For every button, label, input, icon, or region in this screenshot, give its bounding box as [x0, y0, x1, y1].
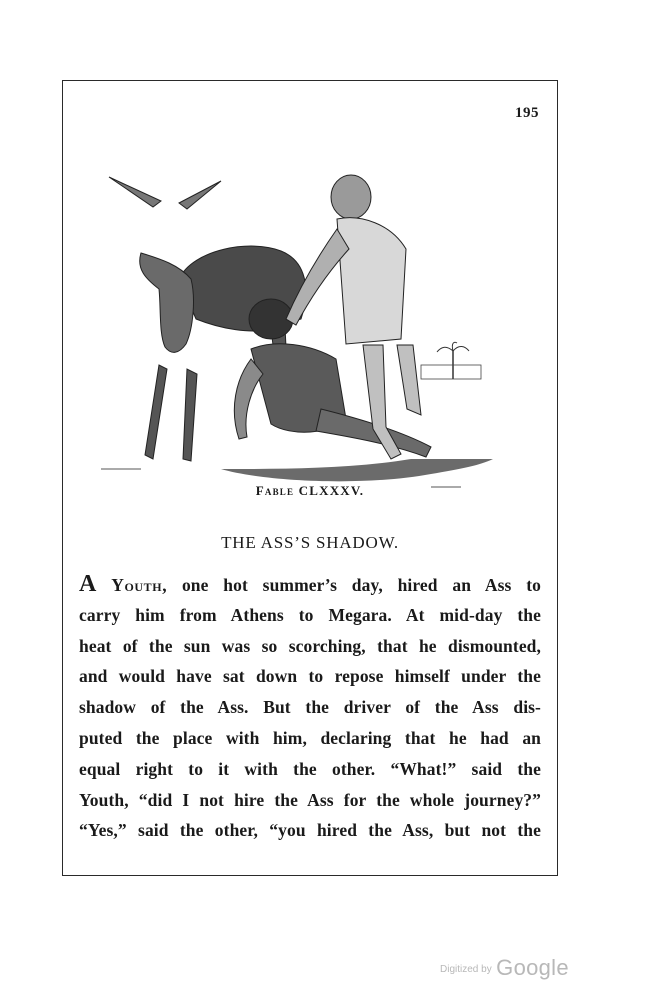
- text-line: Youth, “did I not hire the Ass for the whole journey?”: [79, 789, 541, 810]
- text-line: puted the place with him, declaring that he had an: [79, 727, 541, 748]
- watermark-prefix: Digitized by: [440, 964, 492, 975]
- text-line: [79, 569, 541, 600]
- drop-initial: A: [79, 571, 97, 597]
- page-frame: [62, 80, 558, 876]
- palm-tree: [437, 342, 469, 379]
- text-line: heat of the sun was so scorching, that he dismounted,: [79, 635, 541, 656]
- google-logo: Google: [496, 955, 569, 980]
- text-line: “Yes,” said the other, “you hired the Ass, but not the: [79, 820, 541, 841]
- text-line: and would have sat down to repose himself under the: [79, 666, 541, 687]
- ground-shadow: [221, 459, 493, 481]
- fable-body-text: [79, 569, 541, 846]
- page-number: 195: [515, 105, 539, 121]
- digitized-watermark: [440, 955, 569, 981]
- text-line: shadow of the Ass. But the driver of the Ass dis-: [79, 697, 541, 718]
- small-caps-word: Youth,: [111, 575, 168, 595]
- fable-illustration: [101, 169, 507, 507]
- fable-number-label: Fable CLXXXV.: [255, 483, 365, 498]
- distant-buildings: [421, 365, 481, 379]
- text-line: equal right to it with the other. “What!” said the: [79, 758, 541, 779]
- text-line: carry him from Athens to Megara. At mid-day the: [79, 604, 541, 625]
- text-line-rest: one hot summer’s day, hired an Ass to: [181, 575, 541, 595]
- fable-title: THE ASS’S SHADOW.: [221, 533, 399, 552]
